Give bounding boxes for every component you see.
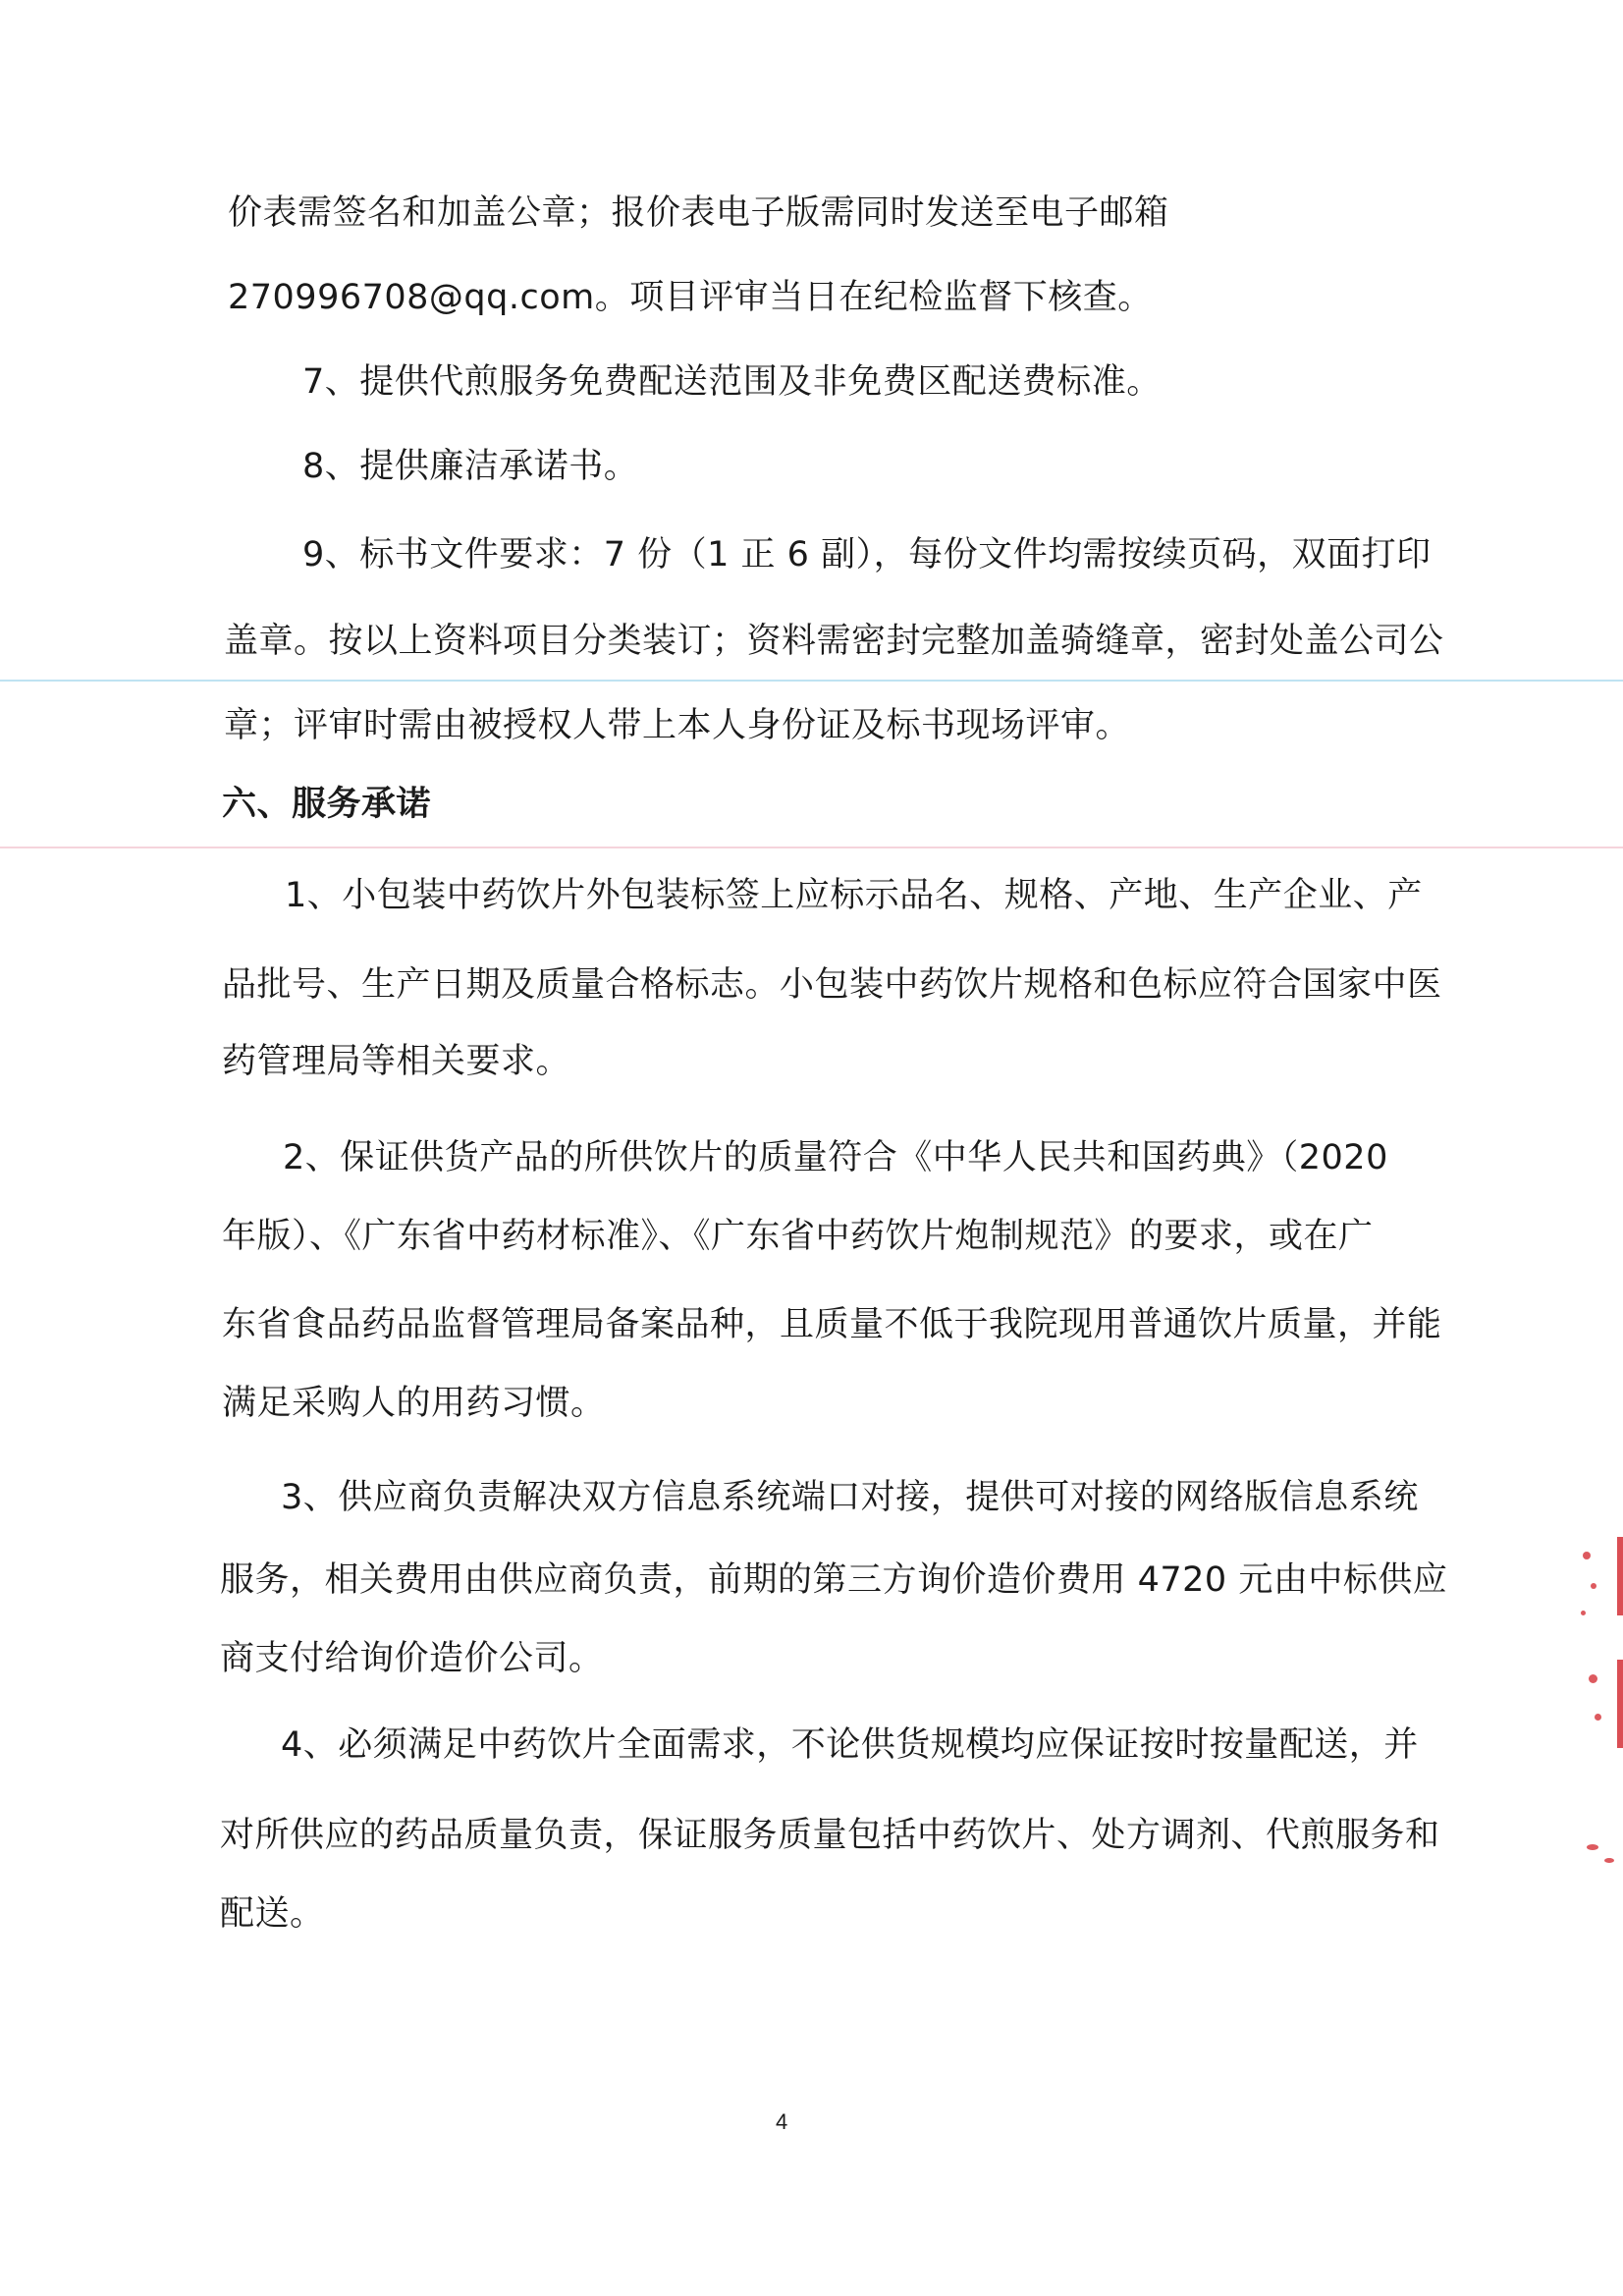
text-line: 盖章。按以上资料项目分类装订；资料需密封完整加盖骑缝章，密封处盖公司公	[224, 622, 1444, 661]
text-line: 270996708@qq.com。项目评审当日在纪检监督下核查。	[228, 278, 1153, 317]
text-line: 对所供应的药品质量负责，保证服务质量包括中药饮片、处方调剂、代煎服务和	[220, 1816, 1440, 1855]
list-item: 1、小包装中药饮片外包装标签上应标示品名、规格、产地、生产企业、产	[285, 876, 1423, 915]
seal-ink-speck	[1595, 1714, 1601, 1721]
text-line: 价表需签名和加盖公章；报价表电子版需同时发送至电子邮箱	[228, 193, 1169, 233]
seal-stamp-fragment	[1592, 1660, 1623, 1748]
text-line: 满足采购人的用药习惯。	[222, 1384, 606, 1423]
list-item: 2、保证供货产品的所供饮片的质量符合《中华人民共和国药典》（2020	[283, 1138, 1388, 1177]
text-line: 服务，相关费用由供应商负责，前期的第三方询价造价费用 4720 元由中标供应	[220, 1560, 1448, 1600]
seal-ink-speck	[1591, 1583, 1596, 1589]
seal-ink-speck	[1581, 1611, 1586, 1615]
section-heading: 六、服务承诺	[222, 785, 432, 824]
seal-ink-speck	[1583, 1552, 1591, 1559]
text-line: 东省食品药品监督管理局备案品种，且质量不低于我院现用普通饮片质量，并能	[222, 1305, 1442, 1344]
seal-stamp-fragment	[1592, 1537, 1623, 1615]
list-item: 4、必须满足中药饮片全面需求，不论供货规模均应保证按时按量配送，并	[281, 1725, 1419, 1765]
seal-ink-speck	[1589, 1674, 1597, 1683]
scan-artifact-line	[0, 847, 1623, 848]
page-number: 4	[776, 2109, 788, 2134]
text-line: 商支付给询价造价公司。	[220, 1639, 604, 1678]
seal-ink-speck	[1604, 1858, 1614, 1863]
text-line: 品批号、生产日期及质量合格标志。小包装中药饮片规格和色标应符合国家中医	[222, 965, 1442, 1005]
text-line: 药管理局等相关要求。	[222, 1042, 571, 1081]
list-item: 3、供应商负责解决双方信息系统端口对接，提供可对接的网络版信息系统	[281, 1478, 1419, 1517]
list-item: 7、提供代煎服务免费配送范围及非免费区配送费标准。	[302, 362, 1162, 402]
seal-ink-speck	[1587, 1844, 1598, 1850]
scan-artifact-line	[0, 680, 1623, 682]
text-line: 年版）、《广东省中药材标准》、《广东省中药饮片炮制规范》的要求，或在广	[222, 1217, 1374, 1256]
list-item: 9、标书文件要求：7 份（1 正 6 副），每份文件均需按续页码，双面打印	[302, 535, 1432, 574]
text-line: 配送。	[220, 1894, 325, 1934]
list-item: 8、提供廉洁承诺书。	[302, 447, 639, 486]
text-line: 章；评审时需由被授权人带上本人身份证及标书现场评审。	[224, 706, 1131, 745]
